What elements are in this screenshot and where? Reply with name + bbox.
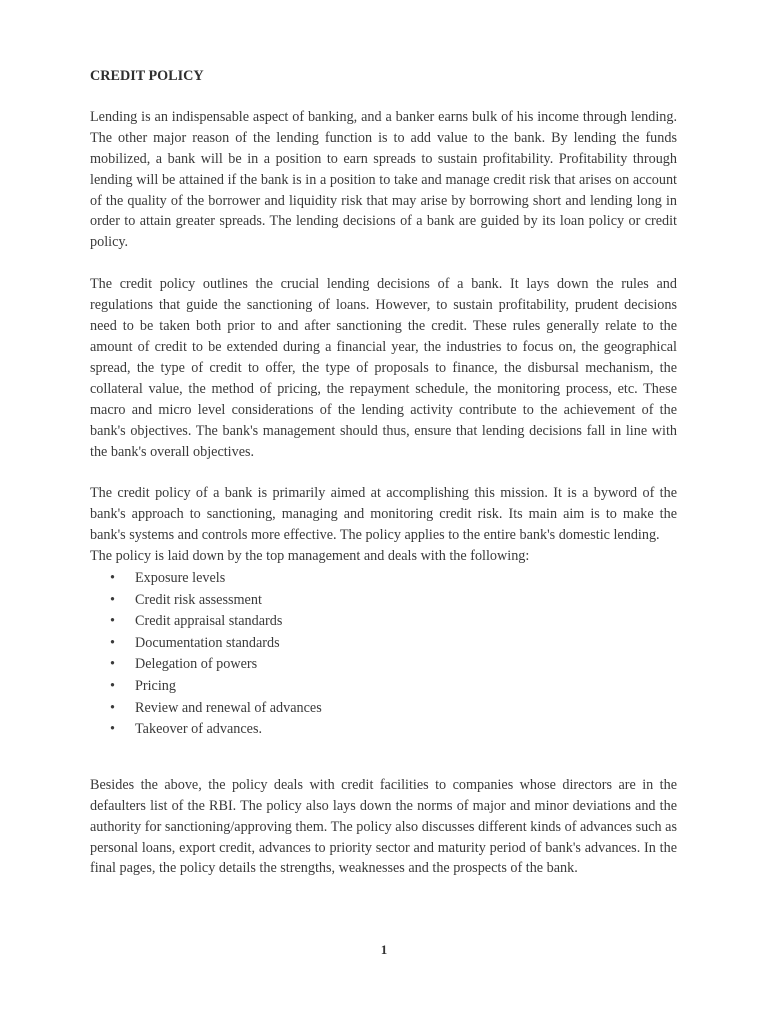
page-number: 1 [380,942,388,957]
list-intro: The policy is laid down by the top management and deals with the following: [90,548,530,565]
bullet-icon: • [110,613,115,630]
list-item [110,698,677,720]
paragraph-closing: Besides the above, the policy deals with credit facilities to companies whose directors are in the defaulters list of the RBI. The policy also lays down the norms of major and minor deviations and the authority for sanctioning/approving them. The policy also discusses different kinds of advances such as personal loans, export credit, advances to priority sector and maturity period of bank's advances. In the final pages, the policy details the strengths, weaknesses and the prospects of the bank. [90,776,677,877]
bullet-icon: • [110,570,115,587]
document-page [90,66,677,879]
paragraph-credit-policy-outline: The credit policy outlines the crucial lending decisions of a bank. It lays down the rules and regulations that guide the sanctioning of loans. However, to sustain profitability, prudent decisions need to be taken both prior to and after sanctioning the credit. These rules generally relate to the amount of credit to be extended during a financial year, the industries to focus on, the geographical spread, the type of credit to offer, the type of proposals to finance, the disbursal mechanism, the collateral value, the method of pricing, the repayment schedule, the monitoring process, etc. These macro and micro level considerations of the lending activity contribute to the achievement of the bank's objectives. The bank's management should thus, ensure that lending decisions fall in line with the bank's overall objectives. [90,276,677,460]
list-item-label: Exposure levels [135,570,226,587]
list-item-label: Credit risk assessment [135,591,262,608]
policy-items-list [90,568,677,741]
bullet-icon: • [110,678,115,694]
list-item-label: Delegation of powers [135,656,258,673]
bullet-icon: • [110,721,115,738]
list-item [110,611,677,633]
list-item [110,568,677,590]
list-item-label: Credit appraisal standards [135,613,283,630]
paragraph-credit-policy-aim: The credit policy of a bank is primarily aimed at accomplishing this mission. It is a byword of the bank's approach to sanctioning, managing and monitoring credit risk. Its main aim is to make the bank's systems and controls more effective. The policy applies to the entire bank's domestic lending. [90,485,677,544]
paragraph-lending: Lending is an indispensable aspect of banking, and a banker earns bulk of his income through lending. The other major reason of the lending function is to add value to the bank. By lending the funds mobilized, a bank will be in a position to earn spreads to sustain profitability. Profitability through lending will be attained if the bank is in a position to take and manage credit risk that arises on account of the quality of the borrower and liquidity risk that may arise by borrowing short and lending long in order to attain greater spreads. The lending decisions of a bank are guided by its loan policy or credit policy. [90,108,677,251]
bullet-icon: • [110,699,115,716]
list-item [110,590,677,612]
bullet-icon: • [110,591,115,608]
list-item [110,719,677,741]
list-item [110,676,677,698]
list-item [110,633,677,655]
bullet-icon: • [110,634,115,651]
document-title: CREDIT POLICY [90,68,204,84]
bullet-icon: • [110,656,115,673]
list-item [110,654,677,676]
list-item-label: Pricing [135,678,176,694]
list-item-label: Review and renewal of advances [135,699,322,716]
list-item-label: Takeover of advances. [135,721,263,738]
list-item-label: Documentation standards [135,634,280,651]
